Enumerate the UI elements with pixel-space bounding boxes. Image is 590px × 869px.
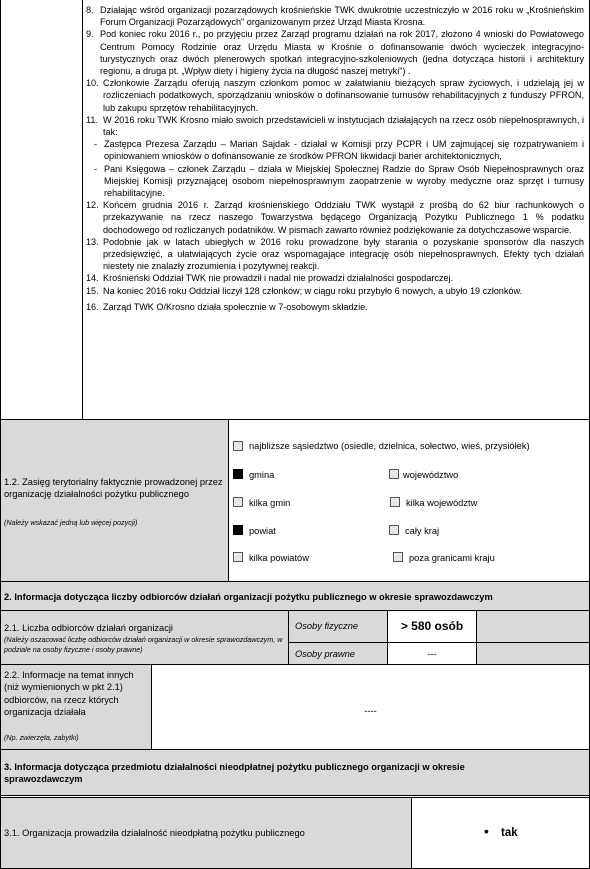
option-powiat-label: powiat [249, 526, 276, 536]
checkbox-neighbourhood[interactable] [233, 441, 243, 451]
other-recipients-label: 2.2. Informacje na temat innych (niż wymienionych w pkt 2.1) odbiorców, na rzecz których organizacja działała [4, 670, 134, 718]
list-item: 16. Zarząd TWK O/Krosno działa społecznie w 7-osobowym składzie. [86, 301, 368, 312]
option-kilka-gmin-label: kilka gmin [249, 498, 291, 508]
list-item: 9. Pod koniec roku 2016 r., po przyjęciu przez Zarząd programu działań na rok 2017, złożono 4 wnioski do Powiatowego Centrum Pomocy Rodzinie oraz Urzędu Miasta w Krośnie o dofinansowanie dwóch wycieczek integracyjno-turystycznych oraz dwóch plenerowych spotkań integracyjno-szkoleniowych (jedna dotycząca historii i architektury regionu, a druga pt. „Wpływ diety i higieny życia na długość naszej metryki") . [86, 29, 584, 77]
territory-label: 1.2. Zasięg terytorialny faktycznie prowadzonej przez organizację działalności pożytku publicznego [4, 477, 223, 500]
list-item: 8. Działając wśród organizacji pozarządowych krośnieńskie TWK dwukrotnie uczestniczyło w 2016 roku w „Krośnieńskim Forum Organizacji Pozarządowych" organizowanym przez Urząd Miasta Krosna. [86, 5, 584, 28]
list-item: 15. Na koniec 2016 roku Oddział liczył 128 członków; w ciągu roku przybyło 6 nowych, a ubyło 19 członków. [86, 285, 523, 296]
list-item: 13. Podobnie jak w latach ubiegłych w 2016 roku prowadzone były starania o pozyskanie sponsorów dla naszych przedsięwzięć, a ułatwiających życie oraz wspomagające integrację osób niepełnosprawnych. Efekty tych działań niestety nie znalazły zrozumienia i pozytywnej reakcji. [86, 236, 584, 272]
legal-persons-value: --- [427, 649, 437, 659]
other-recipients-value: ---- [364, 706, 377, 716]
option-gmina-label: gmina [249, 470, 275, 480]
sub-list-item: - Pani Księgowa – członek Zarządu – działa w Miejskiej Społecznej Radzie do Spraw Osób Niepełnosprawnych oraz Miejskiej Komisji przyznającej osobom niepełnosprawnym zaopatrzenie w wyroby medyczne oraz sprzęt i turnusy rehabilitacyjne. [94, 163, 584, 199]
option-poza-granicami-label: poza granicami kraju [409, 553, 495, 563]
legal-persons-label: Osoby prawne [295, 649, 355, 659]
legal-persons-spacer [476, 642, 590, 665]
list-item: 14. Krośnieński Oddział TWK nie prowadził i nadal nie prowadzi działalności gospodarczej. [86, 273, 454, 284]
section2-header: 2. Informacja dotycząca liczby odbiorców działań organizacji pożytku publicznego w okresie sprawozdawczym [4, 592, 493, 602]
free-activity-value: tak [501, 827, 518, 839]
list-item: 10. Członkowie Zarządu oferują naszym członkom pomoc w załatwianiu bieżących spraw życiowych, i udzielają jej w rozliczeniach podatkowych, sporządzaniu wniosków o dofinansowanie turnusów rehabilitacyjnych z funduszy PFRON, lub zakupu sprzętów rehabilitacyjnych. [86, 78, 584, 113]
checkbox-wojewodztwo[interactable] [389, 469, 399, 479]
option-neighbourhood-label: najbliższe sąsiedztwo (osiedle, dzielnica, sołectwo, wieś, przysiółek) [249, 441, 530, 451]
checkbox-poza-granicami[interactable] [393, 552, 403, 562]
option-caly-kraj-label: cały kraj [405, 526, 440, 536]
checkbox-kilka-wojewodztw[interactable] [390, 497, 400, 507]
natural-persons-value: > 580 osób [400, 619, 464, 633]
recipients-note: (Należy oszacować liczbę odbiorców działań organizacji w okresie sprawozdawczym, w podziale na osoby fizyczne i osoby prawne) [4, 635, 283, 654]
option-kilka-wojewodztw-label: kilka województw [406, 498, 478, 508]
section3-header: 3. Informacja dotycząca przedmiotu działalności nieodpłatnej pożytku publicznego organizacji w okresie sprawozdawczym [4, 762, 465, 785]
checkbox-powiat[interactable] [233, 525, 243, 535]
free-activity-label: 3.1. Organizacja prowadziła działalność nieodpłatną pożytku publicznego [4, 828, 305, 838]
checkbox-gmina[interactable] [233, 469, 243, 479]
free-activity-bullet: • [484, 823, 489, 839]
activities-list [86, 4, 584, 313]
list-item: 12. Końcem grudnia 2016 r. Zarząd krośnieńskiego Oddziału TWK wystąpił z prośbą do 62 biur rachunkowych o przekazywanie na rzecz naszego Towarzystwa będącego Organizacją Pożytku Publicznego 1 % podatku dochodowego od rozliczanych podatników. W pismach zawarto również podziękowanie za dotychczasowe wsparcie. [86, 200, 584, 235]
checkbox-kilka-powiatow[interactable] [233, 552, 243, 562]
territory-note: (Należy wskazać jedną lub więcej pozycji) [4, 518, 138, 527]
natural-persons-label: Osoby fizyczne [295, 621, 359, 631]
option-kilka-powiatow-label: kilka powiatów [249, 553, 309, 563]
sub-list-item: - Zastępca Prezesa Zarządu – Marian Sajdak - działał w Komisji przy PCPR i UM zajmującej się rozpatrywaniem i opiniowaniem wniosków o dofinansowanie ze środków PFRON likwidacji barier architektonicznych, [94, 139, 584, 162]
checkbox-caly-kraj[interactable] [389, 525, 399, 535]
other-recipients-note: (Np. zwierzęta, zabytki) [4, 733, 79, 742]
natural-persons-spacer [476, 610, 590, 643]
checkbox-kilka-gmin[interactable] [233, 497, 243, 507]
recipients-label: 2.1. Liczba odbiorców działań organizacji [4, 623, 173, 633]
list-item: 11. W 2016 roku TWK Krosno miało swoich przedstawicieli w instytucjach działających na rzecz osób niepełnosprawnych, i tak: [86, 114, 584, 138]
option-wojewodztwo-label: województwo [403, 470, 459, 480]
left-empty-cell [0, 0, 83, 420]
